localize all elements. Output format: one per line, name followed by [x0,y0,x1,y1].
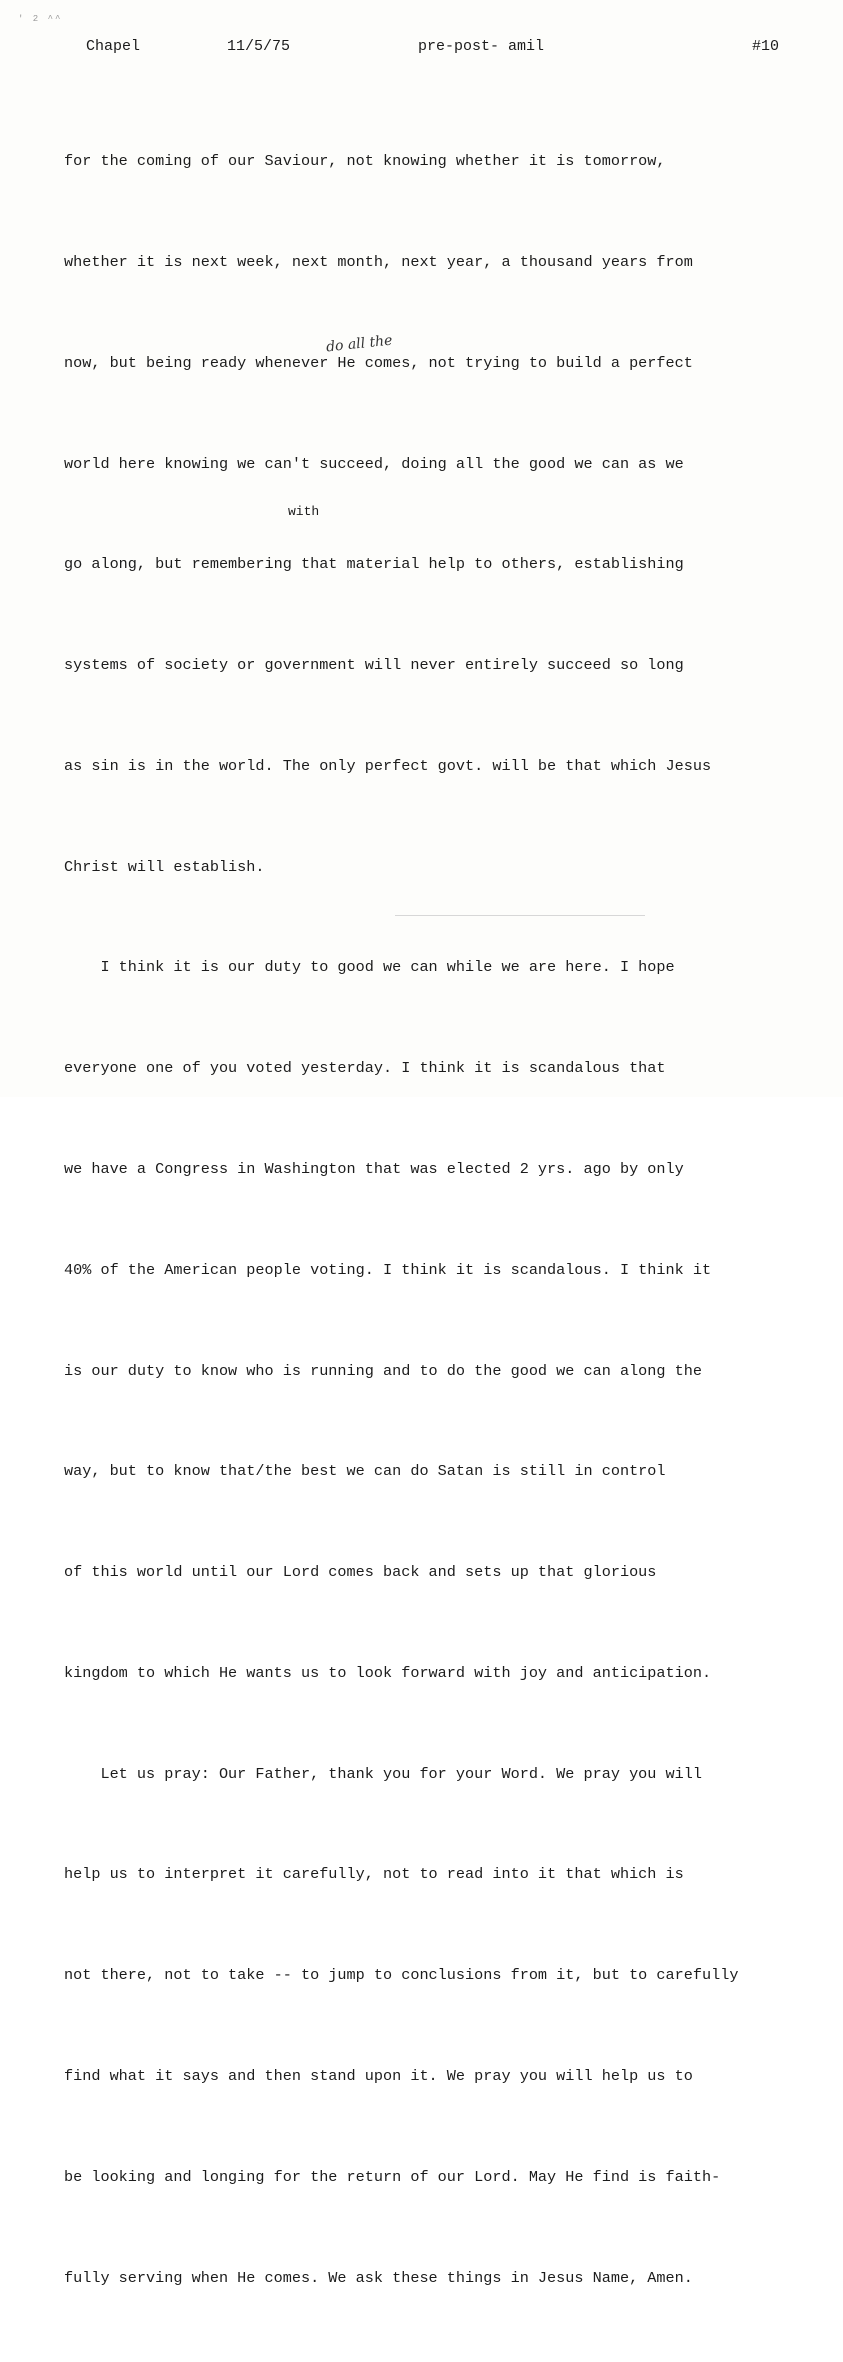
text-line: for the coming of our Saviour, not knowing whether it is tomorrow, [64,152,666,171]
text-line: of this world until our Lord comes back and sets up that glorious [64,1563,657,1582]
text-line: systems of society or government will never entirely succeed so long [64,656,684,675]
text-line: 40% of the American people voting. I think it is scandalous. I think it [64,1260,712,1279]
typed-insertion: with [288,504,320,519]
text-line: go along, but remembering that material help to others, establishing [64,555,684,574]
text-line: we have a Congress in Washington that was elected 2 yrs. ago by only [64,1160,684,1178]
typed-body [64,78,824,2362]
text-line: kingdom to which He wants us to look forward with joy and anticipation. [64,1663,712,1682]
text-line: way, but to know that/the best we can do Satan is still in control [64,1462,666,1481]
header-date: 11/5/75 [227,38,291,55]
text-line: find what it says and then stand upon it. We pray you will help us to [64,2067,693,2086]
header-title: pre-post- amil [418,38,545,55]
text-line: be looking and longing for the return of our Lord. May He find is faith- [64,2167,721,2186]
text-line: Christ will establish. [64,857,265,876]
header-page-number: #10 [752,38,780,55]
text-line: I think it is our duty to good we can while we are here. I hope [64,958,675,977]
text-line: everyone one of you voted yesterday. I think it is scandalous that [64,1059,666,1078]
handwritten-insertion: do all the [325,332,394,356]
text-line: as sin is in the world. The only perfect govt. will be that which Jesus [64,756,712,775]
text-line: is our duty to know who is running and to do the good we can along the [64,1361,702,1380]
text-line: now, but being ready whenever He comes, not trying to build a perfect [64,353,693,372]
stray-marks: ' 2 ^^ [18,14,63,24]
text-line: world here knowing we can't succeed, doing all the good we can as we [64,454,684,473]
text-line: not there, not to take -- to jump to conclusions from it, but to carefully [64,1966,739,1985]
text-line: whether it is next week, next month, next year, a thousand years from [64,252,693,271]
page-header [0,38,843,60]
header-chapel: Chapel [86,38,141,55]
text-line: help us to interpret it carefully, not to read into it that which is [64,1865,684,1884]
text-line: Let us pray: Our Father, thank you for your Word. We pray you will [64,1764,702,1783]
text-line: fully serving when He comes. We ask these things in Jesus Name, Amen. [64,2268,693,2287]
